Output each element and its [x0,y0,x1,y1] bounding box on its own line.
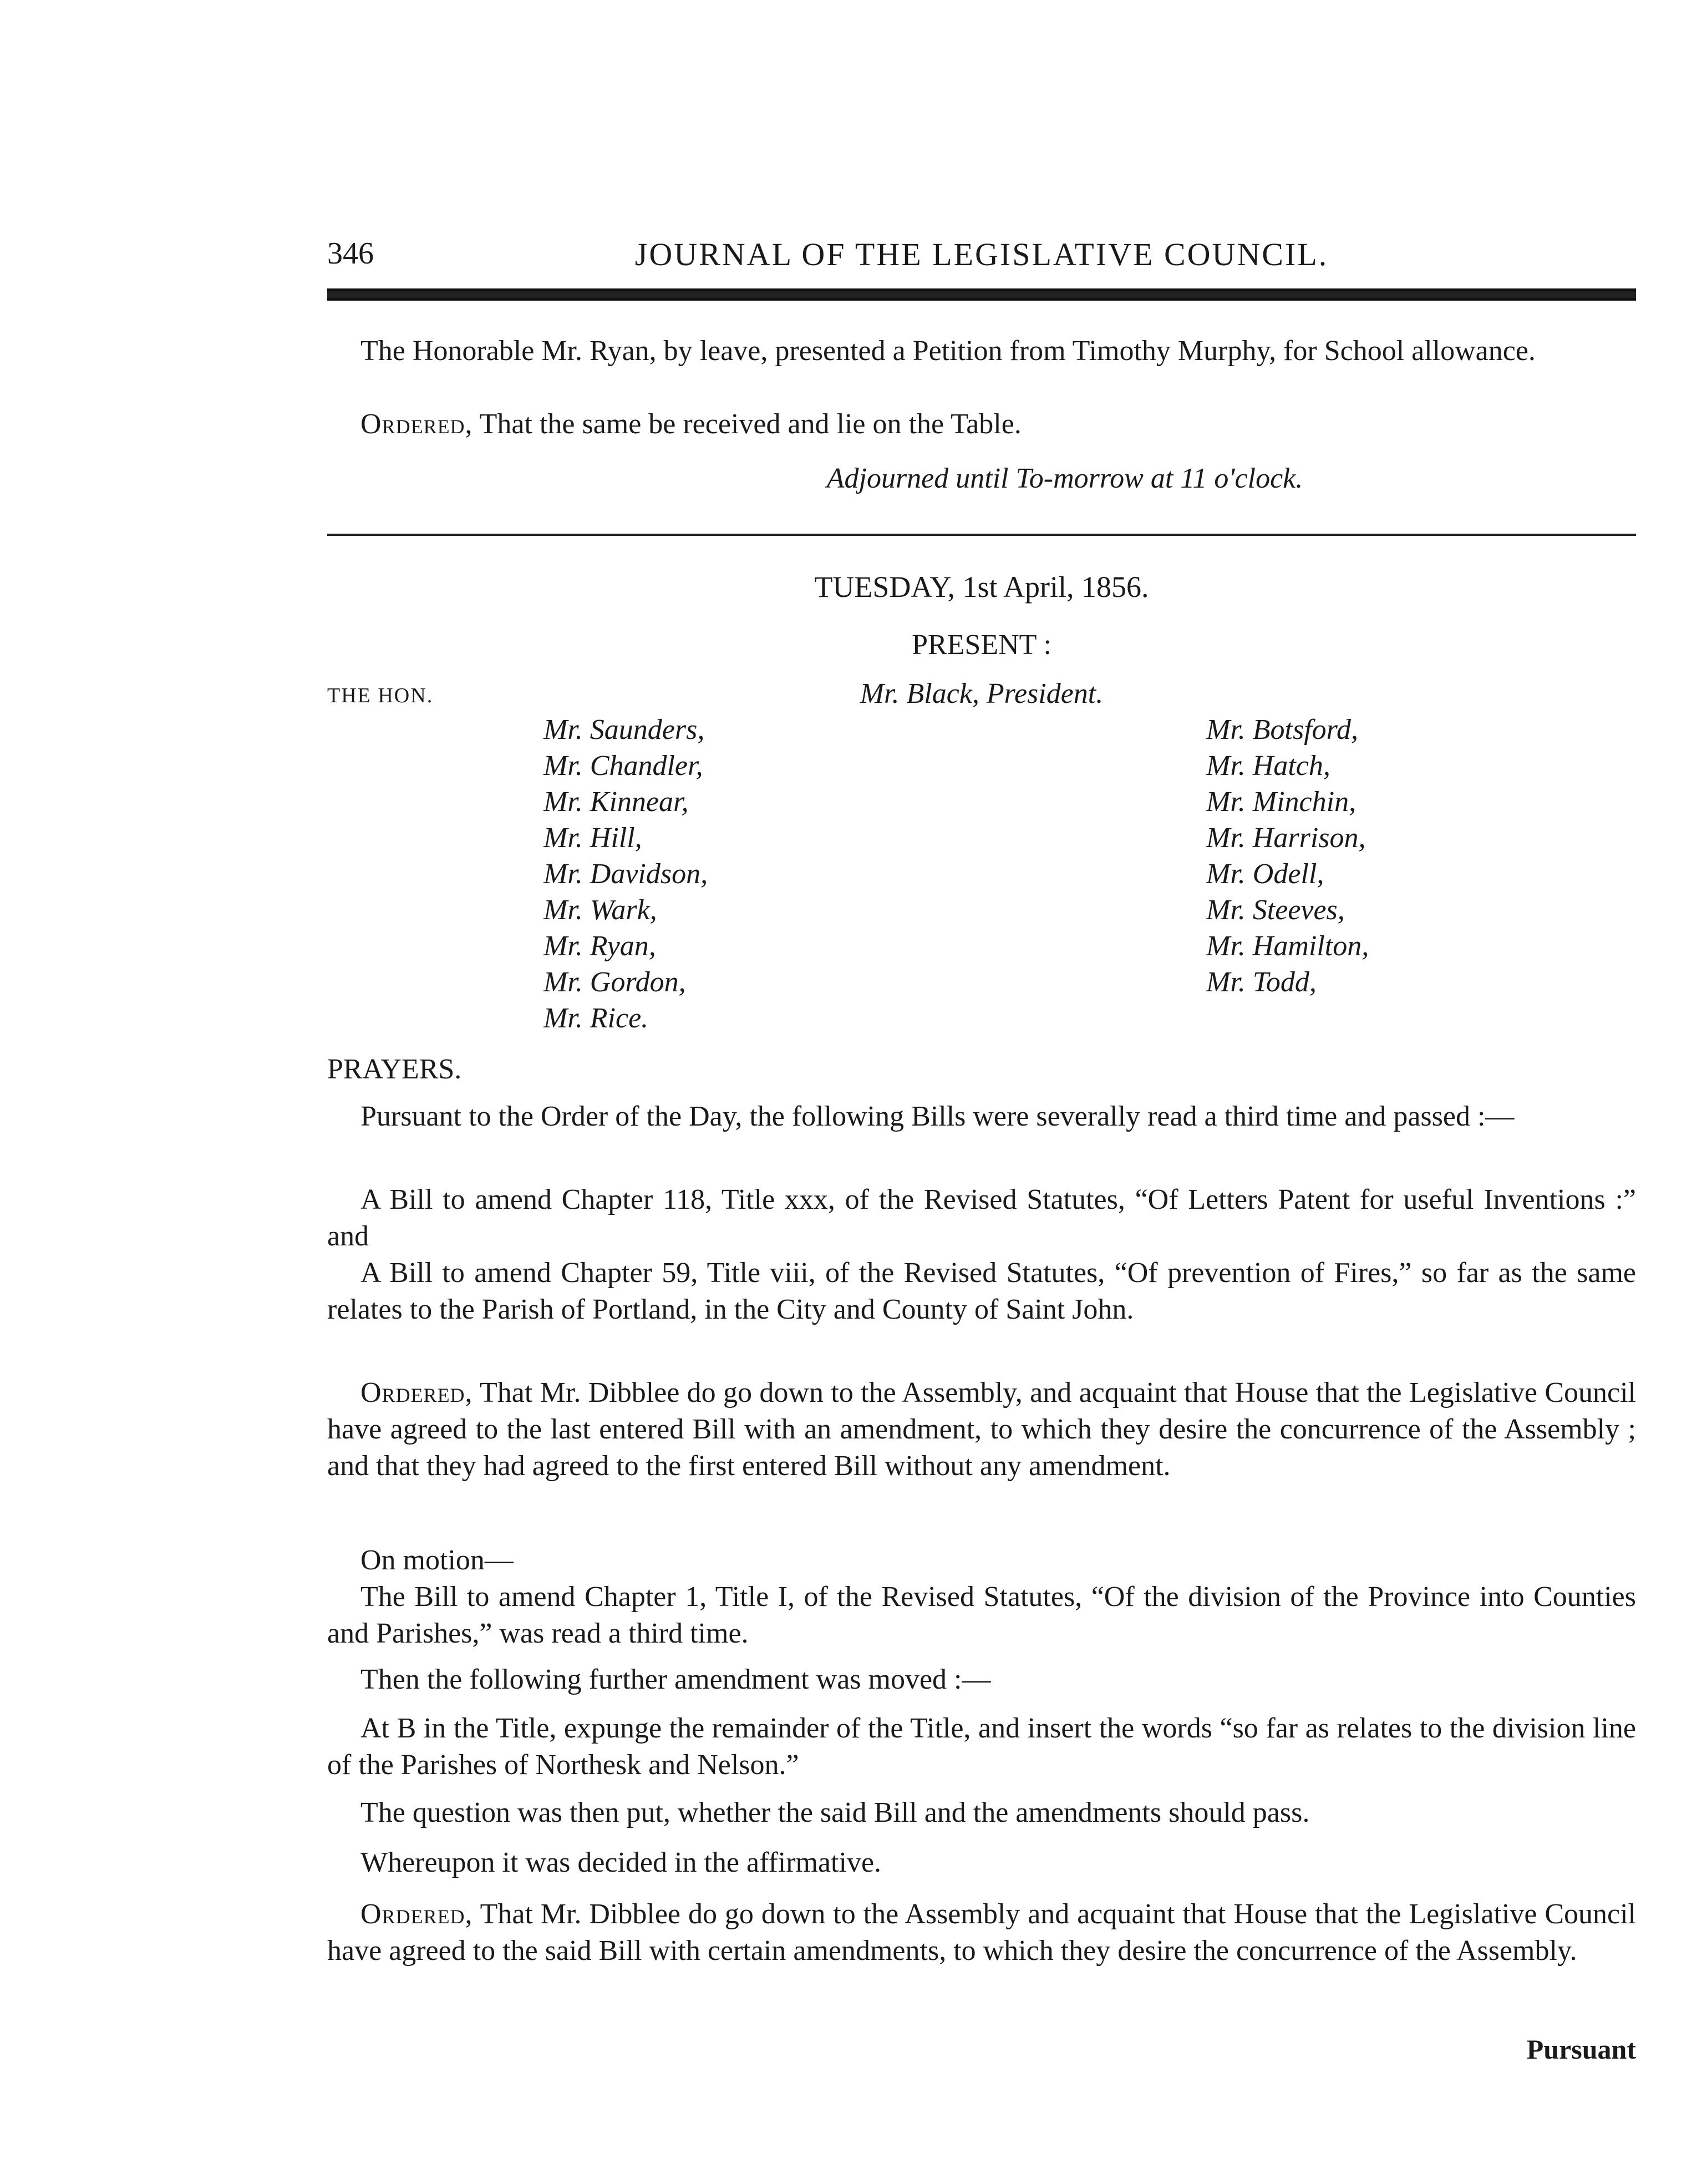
journal-page [327,0,1636,2184]
member-name: Mr. Wark, [543,894,657,926]
member-name: Mr. Botsford, [1206,714,1358,746]
ordered-dibblee-second [327,1896,1636,1969]
question-put: The question was then put, whether the said Bill and the amendments should pass. [360,1797,1310,1828]
section-rule [327,534,1636,536]
page-number: 346 [327,236,374,271]
decided-affirmative: Whereupon it was decided in the affirmative. [360,1847,882,1878]
order-of-day-paragraph: Pursuant to the Order of the Day, the following Bills were severally read a third time and passed :— [360,1101,1515,1132]
member-name: Mr. Hamilton, [1206,930,1369,962]
ordered-text: That Mr. Dibblee do go down to the Assembly, and acquaint that House that the Legislative Council have agreed to the last entered Bill with an amendment, to which they desire the concurrence of the Assembly ; and that they had agreed to the first entered Bill without any amendment. [327,1377,1636,1482]
petition-paragraph: The Honorable Mr. Ryan, by leave, presented a Petition from Timothy Murphy, for School allowance. [360,335,1536,367]
member-name: Mr. Saunders, [543,714,705,746]
member-name: Mr. Minchin, [1206,786,1357,818]
header-rule [327,288,1636,301]
member-name: Mr. Todd, [1206,966,1317,998]
member-name: Mr. Kinnear, [543,786,689,818]
ordered-text: That the same be received and lie on the Table. [479,408,1022,440]
member-name: Mr. Ryan, [543,930,656,962]
member-name: Mr. Gordon, [543,966,686,998]
bill-division-province: The Bill to amend Chapter 1, Title I, of the Revised Statutes, “Of the division of the Province into Counties and Parishes,” was read a third time. [327,1581,1636,1649]
member-name: Mr. Hatch, [1206,750,1330,782]
president-line: Mr. Black, President. [860,678,1104,710]
member-name: Mr. Steeves, [1206,894,1345,926]
running-title: JOURNAL OF THE LEGISLATIVE COUNCIL. [634,236,1329,272]
the-hon-label: THE HON. [327,684,434,707]
ordered-text: That Mr. Dibblee do go down to the Assembly and acquaint that House that the Legislative Council have agreed to the said Bill with certain amendments, to which they desire the concurrence of the Assembly. [327,1898,1636,1967]
member-name: Mr. Hill, [543,822,642,854]
member-name: Mr. Odell, [1206,858,1324,890]
prayers-heading: PRAYERS. [327,1053,462,1085]
member-name: Mr. Harrison, [1206,822,1366,854]
catchword: Pursuant [1526,2034,1636,2065]
page-header [327,236,1636,280]
bill-prevention-fires: A Bill to amend Chapter 59, Title viii, of the Revised Statutes, “Of prevention of Fires,” so far as the same relates to the Parish of Portland, in the City and County of Saint John. [327,1257,1636,1325]
members-list-left [543,712,708,1036]
further-amendment: Then the following further amendment was moved :— [360,1664,991,1695]
session-date: TUESDAY, 1st April, 1856. [814,570,1149,604]
ordered-received-paragraph [327,406,1636,443]
amendment-text: At B in the Title, expunge the remainder of the Title, and insert the words “so far as relates to the division line of the Parishes of Northesk and Nelson.” [327,1712,1636,1781]
present-label: PRESENT : [912,629,1051,661]
bill-letters-patent: A Bill to amend Chapter 118, Title xxx, of the Revised Statutes, “Of Letters Patent for useful Inventions :” and [327,1184,1636,1252]
member-name: Mr. Rice. [543,1002,649,1034]
on-motion: On motion— [360,1544,514,1576]
ordered-label: Ordered, [360,1377,473,1408]
adjournment-line: Adjourned until To-morrow at 11 o'clock. [826,463,1303,494]
member-name: Mr. Davidson, [543,858,708,890]
ordered-label: Ordered, [360,1898,473,1930]
member-name: Mr. Chandler, [543,750,703,782]
members-list-right [1206,712,1369,1000]
ordered-label: Ordered, [360,408,473,440]
ordered-dibblee-first [327,1375,1636,1484]
